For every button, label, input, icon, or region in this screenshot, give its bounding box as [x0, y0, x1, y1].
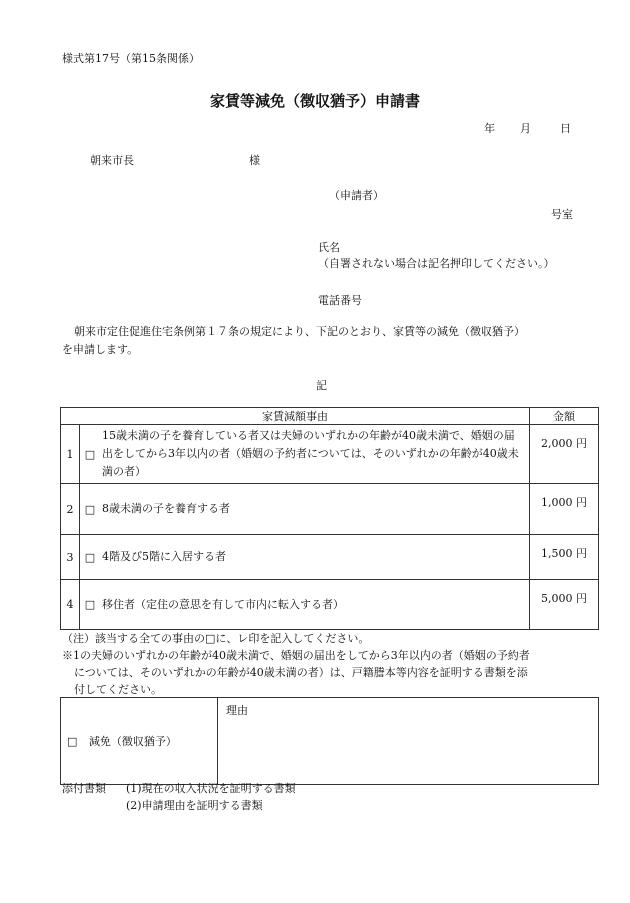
exemption-reason-cell[interactable]: [218, 698, 599, 785]
applicant-label: （申請者）: [329, 189, 384, 202]
attachment-item-1: (1)現在の収入状況を証明する書類: [126, 782, 296, 795]
row-description: 15歳未満の子を養育している者又は夫婦のいずれかの年齢が40歳未満で、婚姻の届出をしてから3年以内の者（婚姻の予約者については、そのいずれかの年齢が40歳未満の者）: [100, 425, 530, 484]
row-amount: 1,500 円: [530, 535, 599, 580]
note-2-line2: については、そのいずれかの年齢が40歳未満の者）は、戸籍謄本等内容を証明する書類を添: [74, 666, 528, 679]
addressee-name: 朝来市長: [90, 154, 134, 167]
row-description: 8歳未満の子を養育する者: [100, 484, 530, 535]
row-amount: 1,000 円: [530, 484, 599, 535]
date-year: 年: [484, 122, 495, 135]
table-row: [61, 580, 599, 630]
table-row: [61, 535, 599, 580]
room-label: 号室: [551, 208, 573, 221]
table-row: [61, 425, 599, 484]
name-note: （自署されない場合は記名押印してください。）: [318, 257, 555, 270]
attachment-item-2: (2)申請理由を証明する書類: [126, 799, 263, 812]
exemption-table: [60, 697, 599, 785]
name-label: 氏名: [318, 241, 340, 254]
body-text-line1: 朝来市定住促進住宅条例第１７条の規定により、下記のとおり、家賃等の減免（徴収猶予）: [74, 325, 525, 338]
row-checkbox[interactable]: □: [80, 535, 101, 580]
page-title: 家賃等減免（徴収猶予）申請書: [209, 92, 420, 110]
row-number: 4: [61, 580, 80, 630]
exemption-cell: [61, 698, 218, 785]
phone-label: 電話番号: [318, 294, 362, 307]
date-month: 月: [520, 122, 531, 135]
row-checkbox[interactable]: □: [80, 580, 101, 630]
header-reason: 家賃減額事由: [61, 408, 530, 425]
row-checkbox[interactable]: □: [80, 484, 101, 535]
note-1: （注）該当する全ての事由の□に、レ印を記入してください。: [62, 632, 370, 645]
exemption-checkbox[interactable]: □: [67, 735, 78, 748]
row-description: 4階及び5階に入居する者: [100, 535, 530, 580]
row-number: 1: [61, 425, 80, 484]
row-amount: 5,000 円: [530, 580, 599, 630]
note-2-line1: ※1の夫婦のいずれかの年齢が40歳未満で、婚姻の届出をしてから3年以内の者（婚姻の予約者: [62, 649, 530, 662]
row-description: 移住者（定住の意思を有して市内に転入する者）: [100, 580, 530, 630]
row-amount: 2,000 円: [530, 425, 599, 484]
ki-label: 記: [316, 379, 327, 392]
reduction-table: [60, 407, 599, 630]
exemption-label: 減免（徴収猶予）: [88, 735, 177, 748]
reason-label: 理由: [226, 704, 248, 717]
attachments-label: 添付書類: [62, 782, 106, 795]
table-header-row: [61, 408, 599, 425]
addressee-honorific: 様: [249, 154, 260, 167]
row-checkbox[interactable]: □: [80, 425, 101, 484]
body-text-line2: を申請します。: [62, 343, 139, 356]
form-number: 様式第17号（第15条関係）: [62, 52, 200, 65]
table-row: [61, 484, 599, 535]
row-number: 2: [61, 484, 80, 535]
date-day: 日: [560, 122, 571, 135]
header-amount: 金額: [530, 408, 599, 425]
note-2-line3: 付してください。: [74, 683, 162, 696]
row-number: 3: [61, 535, 80, 580]
